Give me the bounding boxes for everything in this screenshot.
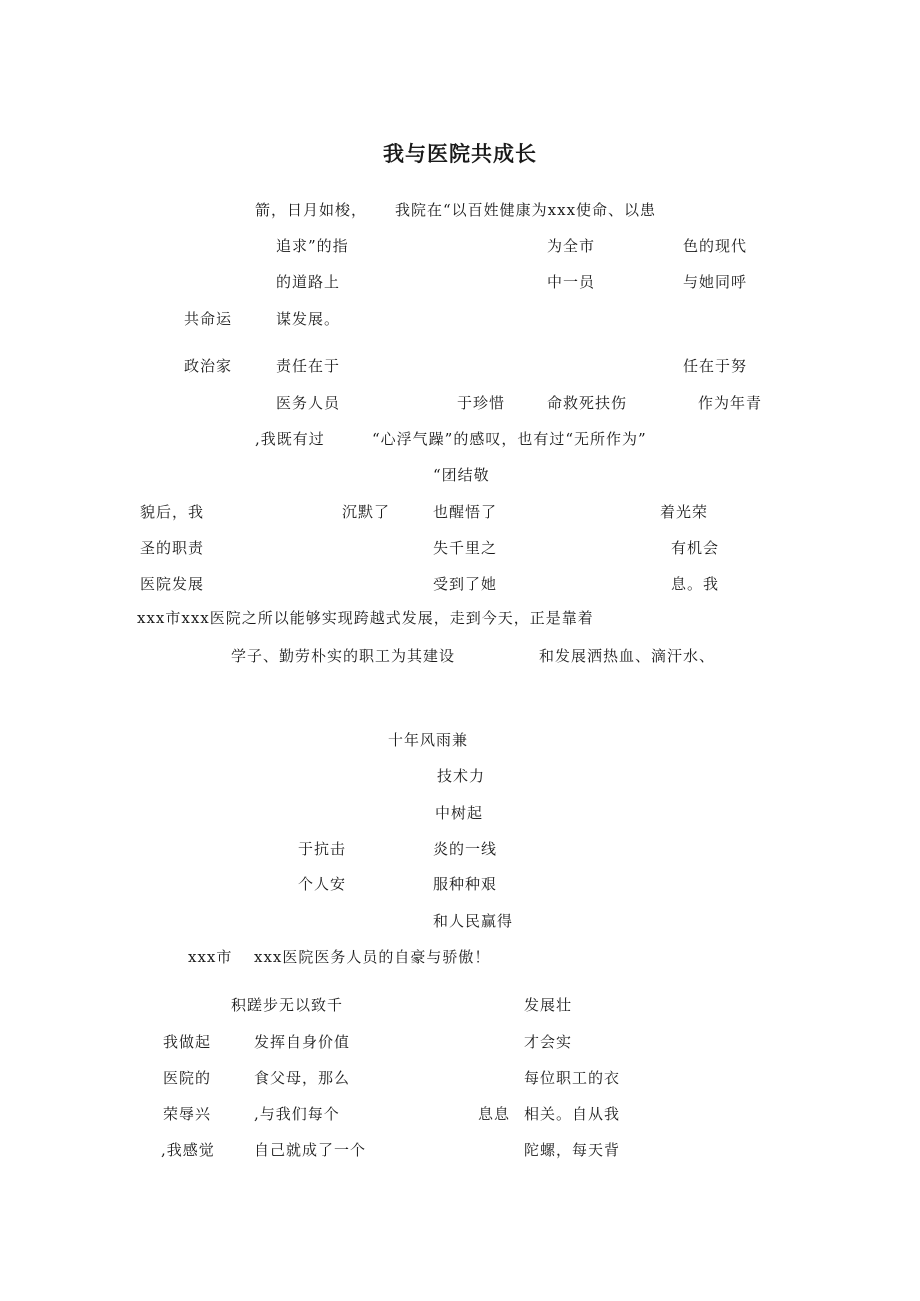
text-fragment: 息。我 [671, 575, 720, 593]
text-fragment: ,我既有过 [255, 430, 325, 448]
text-fragment: 自己就成了一个 [254, 1141, 367, 1159]
text-fragment: 服种种艰 [433, 875, 498, 893]
text-fragment: 每位职工的衣 [524, 1069, 621, 1087]
text-fragment: 我院在“以百姓健康为xxx使命、以患 [395, 201, 657, 219]
text-fragment: 的道路上 [276, 273, 341, 291]
text-fragment: 有机会 [671, 539, 720, 557]
text-fragment: 食父母，那么 [254, 1069, 351, 1087]
text-fragment: 于抗击 [298, 840, 347, 858]
text-fragment: 中树起 [435, 804, 484, 822]
text-fragment: 政治家 [184, 357, 233, 375]
text-fragment: 圣的职责 [140, 539, 205, 557]
text-fragment: 医院的 [163, 1069, 212, 1087]
text-fragment: 十年风雨兼 [388, 731, 469, 749]
text-fragment: 才会实 [524, 1033, 573, 1051]
text-fragment: 作为年青 [698, 394, 763, 412]
text-fragment: 学子、勤劳朴实的职工为其建设 [231, 647, 456, 665]
text-fragment: 谋发展。 [276, 310, 341, 328]
text-fragment: xxx市xxx医院之所以能够实现跨越式发展，走到今天，正是靠着 [137, 609, 594, 627]
text-fragment: 技术力 [437, 767, 486, 785]
text-fragment: 和人民赢得 [433, 912, 514, 930]
text-fragment: 息息 [478, 1105, 511, 1123]
text-fragment: ,与我们每个 [254, 1105, 340, 1123]
text-fragment: “团结敬 [433, 466, 490, 484]
text-fragment: 炎的一线 [433, 840, 498, 858]
text-fragment: 沉默了 [342, 503, 391, 521]
text-fragment: 共命运 [184, 310, 233, 328]
text-fragment: 发挥自身价值 [254, 1033, 351, 1051]
text-fragment: 貌后，我 [140, 503, 205, 521]
text-fragment: “心浮气躁”的感叹，也有过“无所作为” [372, 430, 647, 448]
text-fragment: 于珍惜 [457, 394, 506, 412]
text-fragment: 责任在于 [276, 357, 341, 375]
text-fragment: 与她同呼 [683, 273, 748, 291]
text-fragment: 着光荣 [660, 503, 709, 521]
text-fragment: 色的现代 [683, 237, 748, 255]
text-fragment: 任在于努 [683, 357, 748, 375]
text-fragment: 发展壮 [524, 996, 573, 1014]
text-fragment: 个人安 [298, 875, 347, 893]
text-fragment: xxx医院医务人员的自豪与骄傲！ [254, 948, 491, 966]
text-fragment: 相关。自从我 [524, 1105, 621, 1123]
text-fragment: 为全市 [547, 237, 596, 255]
text-fragment: 箭，日月如梭， [255, 201, 368, 219]
text-fragment: 荣辱兴 [163, 1105, 212, 1123]
text-fragment: 医务人员 [276, 394, 341, 412]
text-fragment: 也醒悟了 [433, 503, 498, 521]
text-fragment: ,我感觉 [161, 1141, 215, 1159]
text-fragment: 失千里之 [433, 539, 498, 557]
text-fragment: 医院发展 [140, 575, 205, 593]
text-fragment: 积蹉步无以致千 [231, 996, 344, 1014]
text-fragment: 陀螺，每天背 [524, 1141, 621, 1159]
text-fragment: 中一员 [547, 273, 596, 291]
text-fragment: 命救死扶伤 [547, 394, 628, 412]
document-title: 我与医院共成长 [383, 142, 537, 166]
text-fragment: 和发展洒热血、滴汗水、 [539, 647, 716, 665]
text-fragment: xxx市 [188, 948, 233, 966]
text-fragment: 受到了她 [433, 575, 498, 593]
text-fragment: 我做起 [163, 1033, 212, 1051]
text-fragment: 追求”的指 [276, 237, 349, 255]
